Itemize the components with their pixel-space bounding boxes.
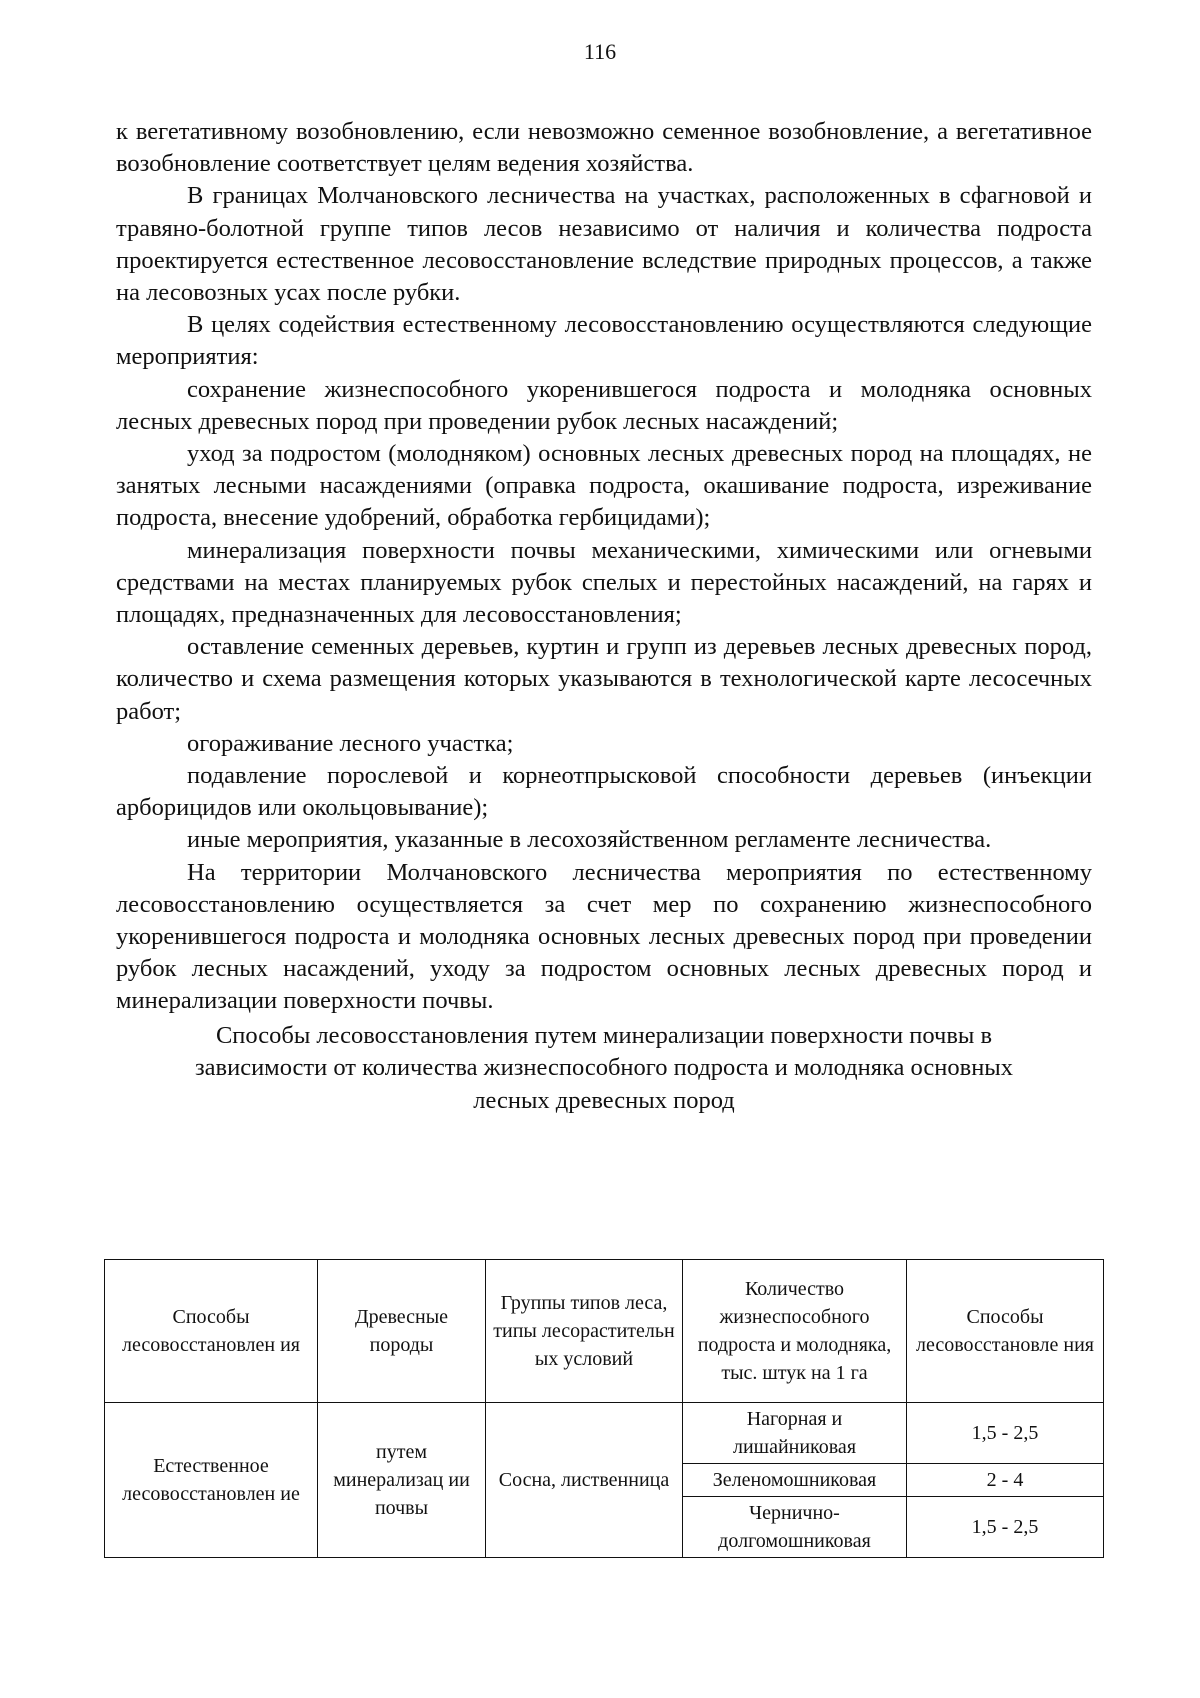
table-cell: путем минерализац ии почвы — [318, 1403, 486, 1558]
paragraph: В целях содействия естественному лесовосстановлению осуществляются следующие мероприятия: — [116, 311, 1092, 371]
table-row — [105, 1403, 1104, 1464]
paragraph: к вегетативному возобновлению, если невозможно семенное возобновление, а вегетативное возобновление соответствует целям ведения хозяйства. — [116, 118, 1092, 178]
list-item: минерализация поверхности почвы механическими, химическими или огневыми средствами на местах планируемых рубок спелых и перестойных насаждений, на гарях и площадях, предназначенных для лесовосстановления; — [116, 536, 1092, 629]
list-item: сохранение жизнеспособного укоренившегося подроста и молодняка основных лесных древесных пород при проведении рубок лесных насаждений; — [116, 375, 1092, 435]
table-header-row — [105, 1260, 1104, 1403]
table-cell: Зеленомошниковая — [683, 1464, 907, 1497]
list-item: огораживание лесного участка; — [187, 729, 514, 757]
table-header-cell: Количество жизнеспособного подроста и молодняка, тыс. штук на 1 га — [683, 1260, 907, 1403]
list-item: уход за подростом (молодняком) основных лесных древесных пород на площадях, не занятых лесными насаждениями (оправка подроста, окашивание подроста, изреживание подроста, внесение удобрений, обработка гербицидами); — [116, 440, 1092, 532]
table-caption — [116, 1020, 1092, 1118]
table-cell: Сосна, лиственница — [486, 1403, 683, 1558]
paragraph: В границах Молчановского лесничества на участках, расположенных в сфагновой и травяно-болотной группе типов лесов независимо от наличия и количества подроста проектируется естественное лесовосстановление вследствие природных процессов, а также на лесовозных усах после рубки. — [116, 182, 1092, 307]
caption-line: лесных древесных пород — [473, 1086, 735, 1114]
table-cell: Чернично-долгомошниковая — [683, 1497, 907, 1558]
body-text — [116, 116, 1092, 1117]
table-header-cell: Древесные породы — [318, 1260, 486, 1403]
reforestation-table — [104, 1259, 1104, 1558]
table-cell: 1,5 - 2,5 — [907, 1497, 1104, 1558]
table-header-cell: Группы типов леса, типы лесорастительн ых условий — [486, 1260, 683, 1403]
list-item: иные мероприятия, указанные в лесохозяйственном регламенте лесничества. — [187, 826, 992, 854]
table-header-cell: Способы лесовосстановлен ия — [105, 1260, 318, 1403]
table-cell: 1,5 - 2,5 — [907, 1403, 1104, 1464]
paragraph: На территории Молчановского лесничества мероприятия по естественному лесовосстановлению осуществляется за счет мер по сохранению жизнеспособного укоренившегося подроста и молодняка основных лесных древесных пород при проведении рубок лесных насаждений, уходу за подростом основных лесных древесных пород и минерализации поверхности почвы. — [116, 858, 1092, 1015]
table-cell: Нагорная и лишайниковая — [683, 1403, 907, 1464]
caption-line: Способы лесовосстановления путем минерализации поверхности почвы в — [215, 1021, 993, 1049]
table-cell: 2 - 4 — [907, 1464, 1104, 1497]
caption-line: зависимости от количества жизнеспособного подроста и молодняка основных — [194, 1054, 1014, 1082]
list-item: подавление порослевой и корнеотпрысковой способности деревьев (инъекции арборицидов или окольцовывание); — [116, 762, 1092, 822]
list-item: оставление семенных деревьев, куртин и групп из деревьев лесных древесных пород, количество и схема размещения которых указываются в технологической карте лесосечных работ; — [116, 633, 1092, 725]
table-header-cell: Способы лесовосстановле ния — [907, 1260, 1104, 1403]
page-number: 116 — [583, 39, 617, 64]
table-cell: Естественное лесовосстановлен ие — [105, 1403, 318, 1558]
